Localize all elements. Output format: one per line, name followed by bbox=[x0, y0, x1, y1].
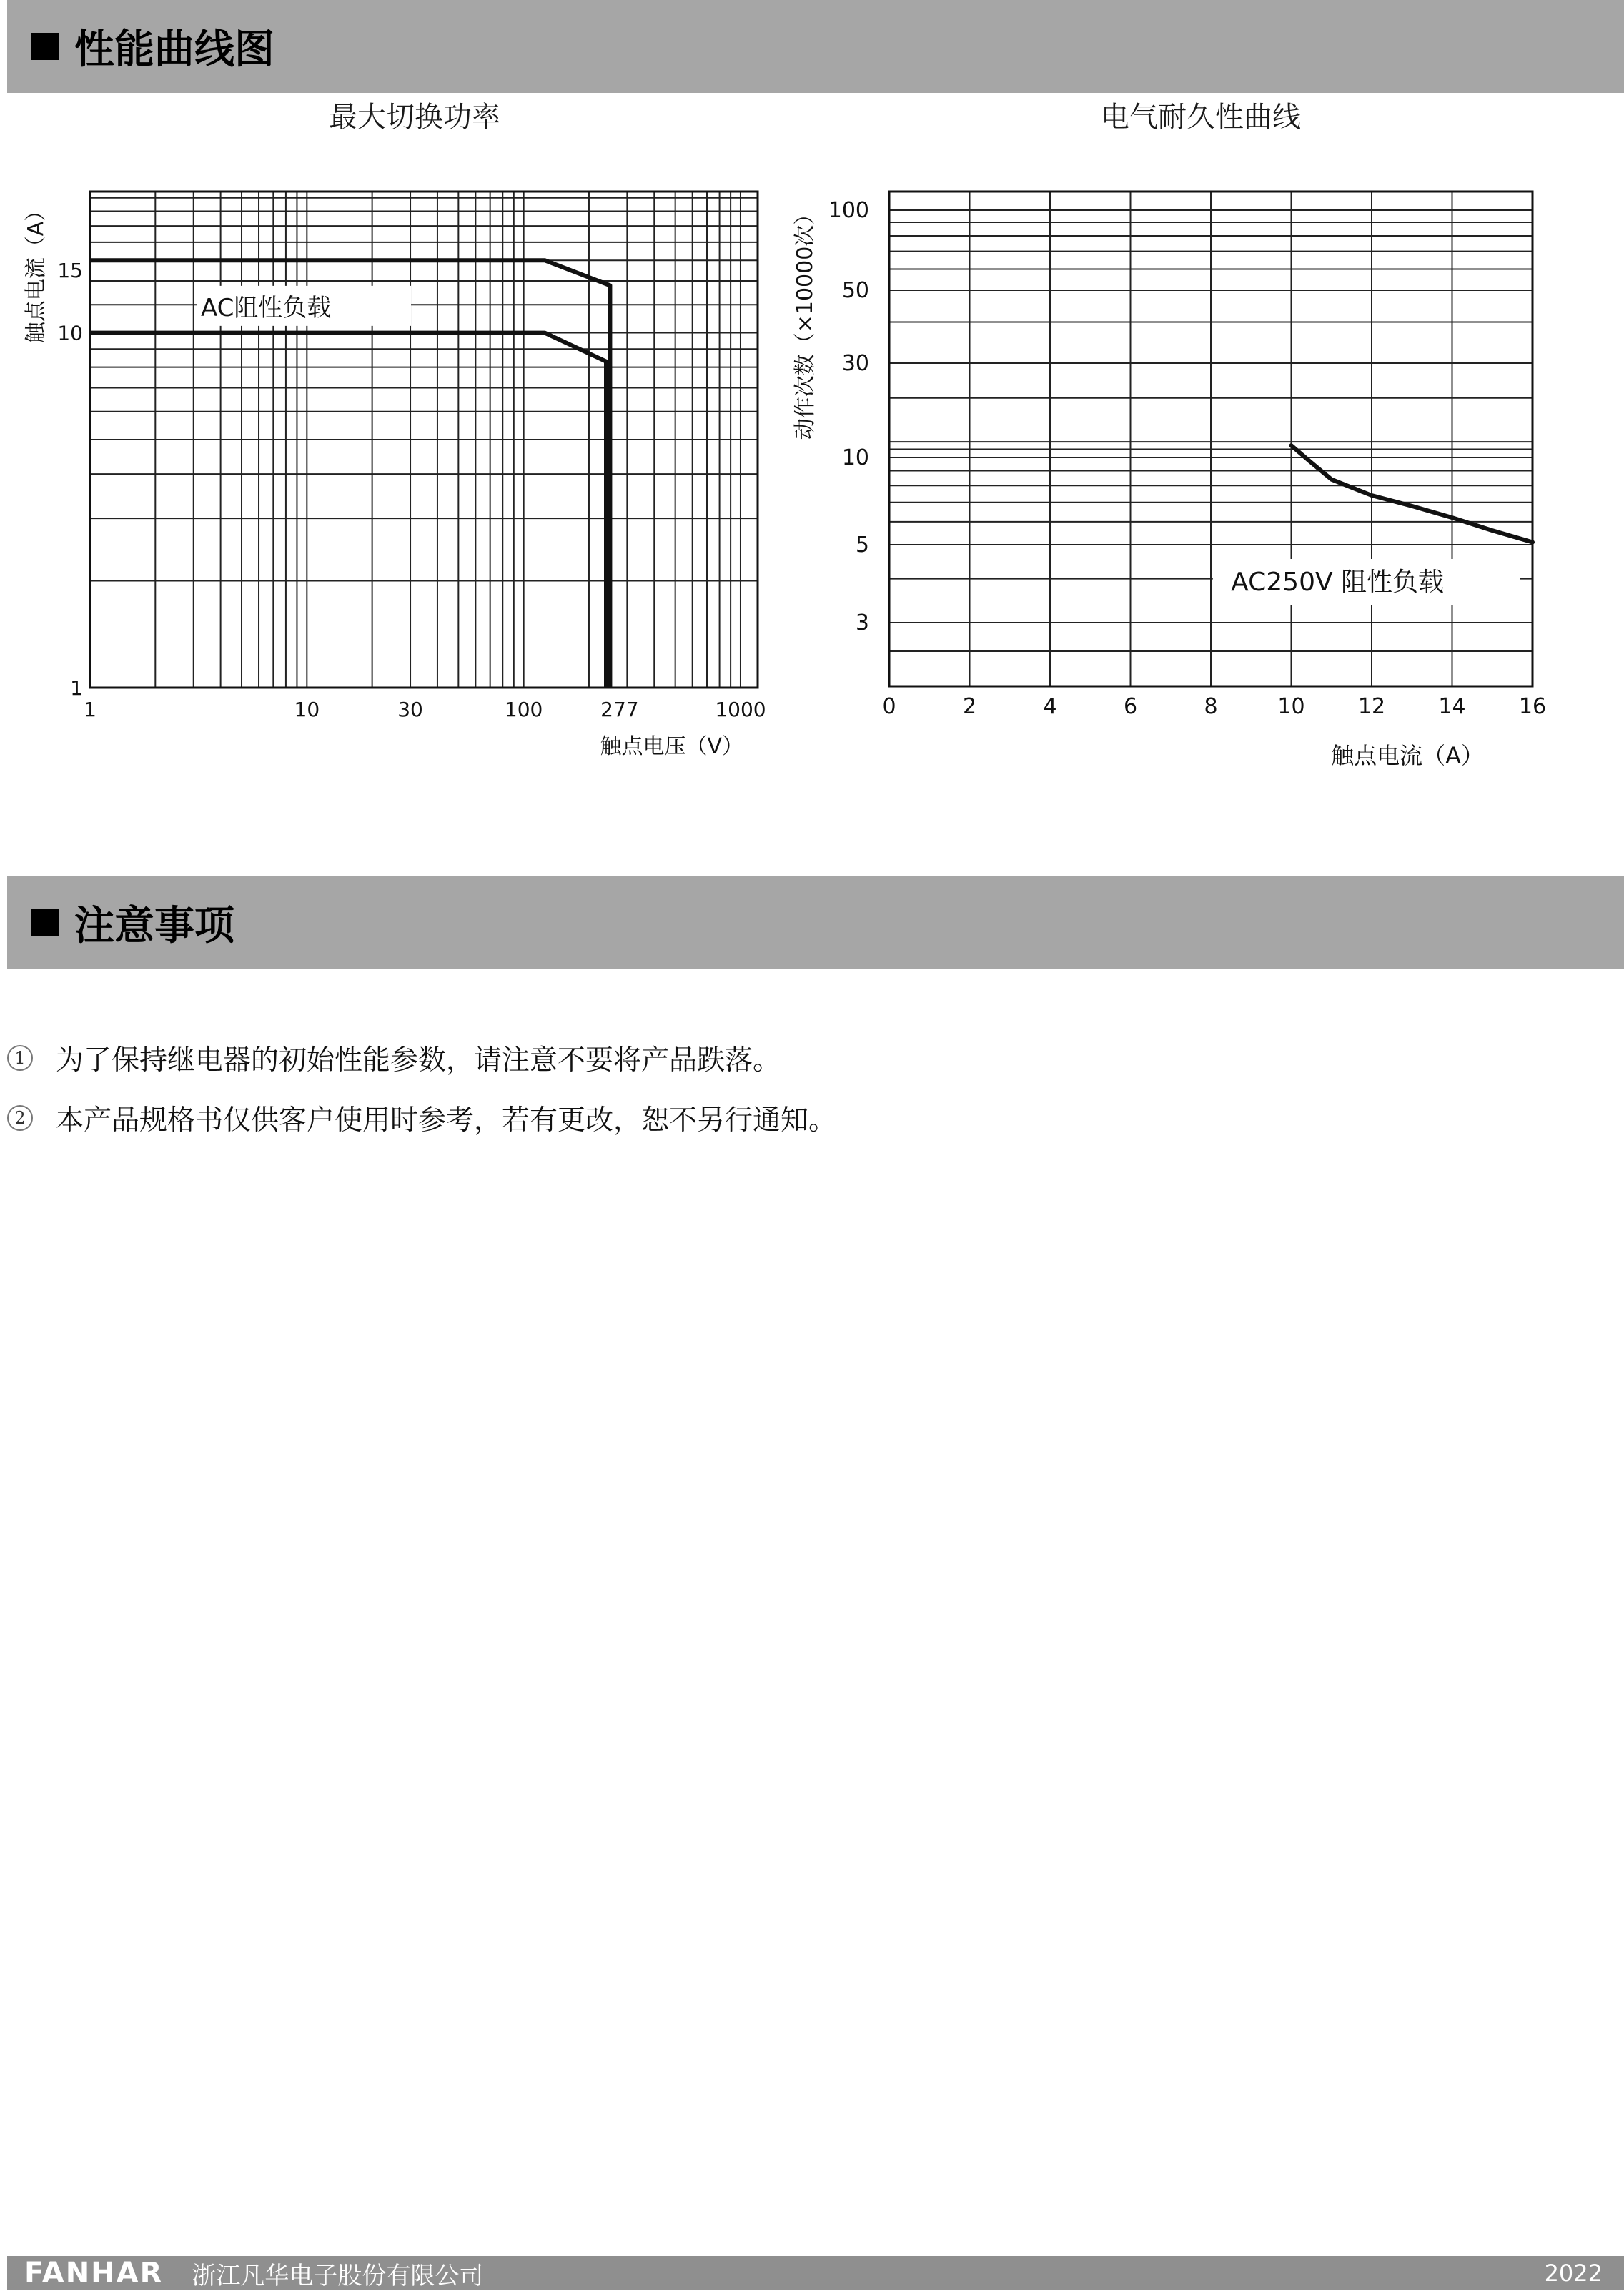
electrical-durability-chart bbox=[786, 0, 1624, 786]
notes-list bbox=[7, 1028, 836, 1148]
x-tick-label: 16 bbox=[1518, 694, 1547, 719]
max-switching-power-chart bbox=[0, 0, 808, 786]
x-tick-label: 10 bbox=[1277, 694, 1305, 719]
y-tick-label: 5 bbox=[855, 533, 869, 558]
section-title: 性能曲线图 bbox=[74, 26, 274, 73]
y-tick-label: 10 bbox=[57, 321, 83, 345]
y-tick-label: 50 bbox=[841, 278, 869, 303]
square-bullet-icon bbox=[31, 909, 59, 936]
section-header-notes bbox=[7, 876, 1624, 969]
annotation-label: AC阻性负载 bbox=[201, 293, 332, 322]
x-tick-label: 100 bbox=[504, 698, 543, 721]
y-tick-label: 15 bbox=[57, 259, 83, 283]
note-text: 为了保持继电器的初始性能参数，请注意不要将产品跌落。 bbox=[56, 1044, 781, 1077]
x-tick-label: 30 bbox=[397, 698, 423, 721]
x-tick-label: 4 bbox=[1043, 694, 1057, 719]
brand-logo: FANHAR bbox=[24, 2257, 164, 2290]
company-name: 浙江凡华电子股份有限公司 bbox=[192, 2261, 484, 2290]
x-tick-label: 2 bbox=[962, 694, 977, 719]
footer-bar bbox=[7, 2256, 1624, 2290]
x-tick-label: 10 bbox=[294, 698, 320, 721]
x-tick-label: 8 bbox=[1204, 694, 1218, 719]
y-tick-label: 3 bbox=[855, 610, 869, 635]
series-line bbox=[1292, 445, 1533, 542]
series-line bbox=[90, 333, 606, 688]
section-title: 注意事项 bbox=[74, 903, 234, 949]
y-axis-label: 动作次数（×10000次） bbox=[793, 203, 818, 440]
x-tick-label: 277 bbox=[600, 698, 639, 721]
annotation-label: AC250V 阻性负载 bbox=[1231, 568, 1445, 597]
x-axis-label: 触点电压（V） bbox=[600, 734, 743, 759]
y-tick-label: 30 bbox=[841, 351, 869, 376]
chart-title-power: 最大切换功率 bbox=[329, 101, 500, 134]
y-tick-label: 1 bbox=[70, 676, 83, 700]
x-tick-label: 14 bbox=[1438, 694, 1466, 719]
circled-number: 2 bbox=[7, 1105, 33, 1131]
circled-number: 1 bbox=[7, 1045, 33, 1071]
y-tick-label: 10 bbox=[841, 445, 869, 470]
x-axis-label: 触点电流（A） bbox=[1331, 742, 1484, 769]
note-item bbox=[7, 1028, 836, 1088]
x-tick-label: 1 bbox=[84, 698, 96, 721]
note-item bbox=[7, 1088, 836, 1148]
footer-year: 2022 bbox=[1544, 2260, 1603, 2287]
x-tick-label: 0 bbox=[882, 694, 896, 719]
x-tick-label: 12 bbox=[1357, 694, 1386, 719]
x-tick-label: 6 bbox=[1123, 694, 1138, 719]
y-tick-label: 100 bbox=[828, 198, 869, 223]
chart-title-durability: 电气耐久性曲线 bbox=[1101, 101, 1301, 134]
note-text: 本产品规格书仅供客户使用时参考，若有更改，恕不另行通知。 bbox=[56, 1104, 837, 1137]
x-tick-label: 1000 bbox=[715, 698, 766, 721]
y-axis-label: 触点电流（A） bbox=[24, 199, 49, 344]
